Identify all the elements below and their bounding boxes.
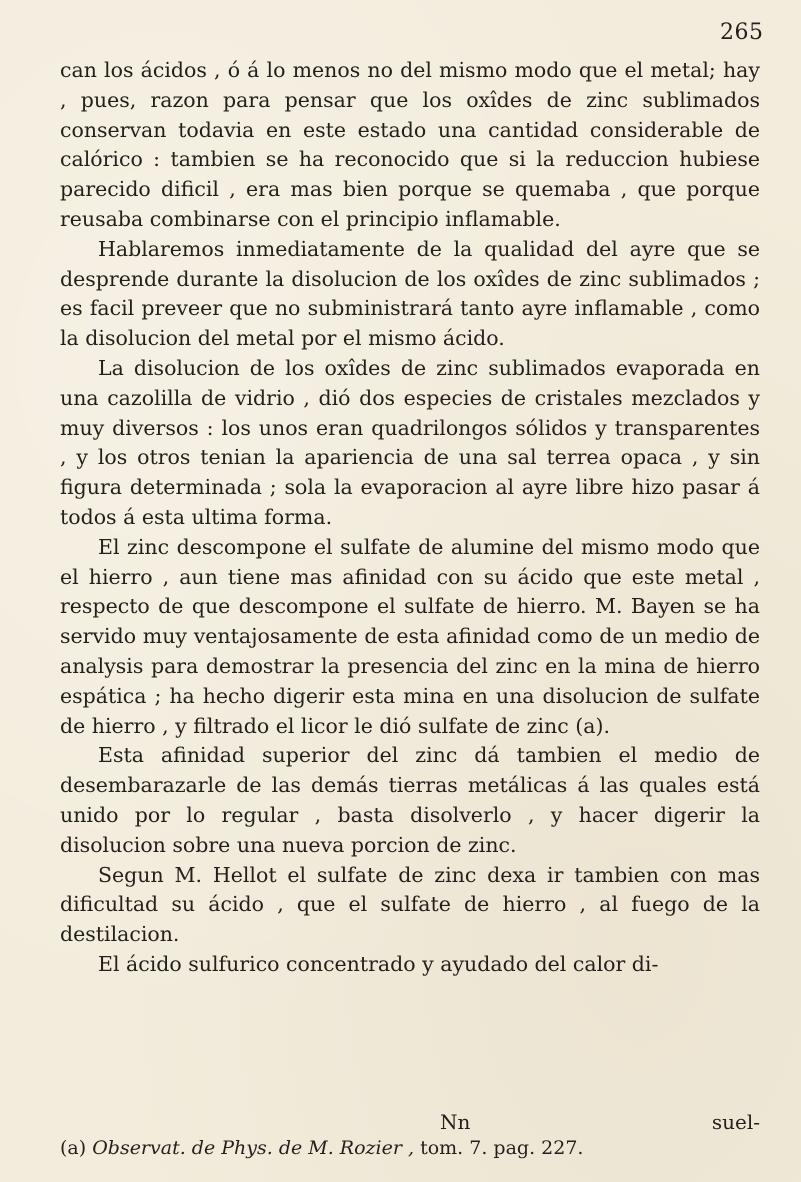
body-text: [60, 56, 760, 980]
paragraph-5: Esta afinidad superior del zinc dá tambien el medio de desembarazarle de las demás tierras metálicas á las quales está unido por lo regular , basta disolverlo , y hacer digerir la disolucion sobre una nueva porcion de zinc.: [60, 743, 760, 857]
footnote: [60, 1136, 760, 1160]
paragraph-6: Segun M. Hellot el sulfate de zinc dexa ir tambien con mas dificultad su ácido , que el sulfate de hierro , al fuego de la destilacion.: [60, 862, 760, 947]
footnote-source: Observat. de Phys. de M. Rozier ,: [92, 1137, 415, 1159]
page-tail: [60, 1110, 760, 1136]
signature-mark: Nn: [440, 1110, 471, 1134]
paragraph-7: El ácido sulfurico concentrado y ayudado del calor di-: [98, 951, 659, 976]
catchword: suel-: [711, 1110, 760, 1134]
footnote-marker: (a): [60, 1137, 87, 1159]
page-number: 265: [720, 20, 764, 45]
paragraph-4: El zinc descompone el sulfate de alumine del mismo modo que el hierro , aun tiene mas afinidad con su ácido que este metal , respecto de que descompone el sulfate de hierro. M. Bayen se ha servido muy ventajosamente de esta afinidad como de un medio de analysis para demostrar la presencia del zinc en la mina de hierro espática ; ha hecho digerir esta mina en una disolucion de sulfate de hierro , y filtrado el licor le dió sulfate de zinc (a).: [60, 534, 760, 738]
paragraph-1: can los ácidos , ó á lo menos no del mismo modo que el metal; hay , pues, razon para pensar que los oxîdes de zinc sublimados conservan todavia en este estado una cantidad considerable de calórico : tambien se ha reconocido que si la reduccion hubiese parecido dificil , era mas bien porque se quemaba , que porque reusaba combinarse con el principio inflamable.: [60, 58, 760, 231]
paragraph-2: Hablaremos inmediatamente de la qualidad del ayre que se desprende durante la disolucion de los oxîdes de zinc sublimados ; es facil preveer que no subministrará tanto ayre inflamable , como la disolucion del metal por el mismo ácido.: [60, 236, 760, 351]
footnote-location: tom. 7. pag. 227.: [420, 1137, 584, 1159]
paragraph-3: La disolucion de los oxîdes de zinc sublimados evaporada en una cazolilla de vidrio , dió dos especies de cristales mezclados y muy diversos : los unos eran quadrilongos sólidos y transparentes , y los otros tenian la apariencia de una sal terrea opaca , y sin figura determinada ; sola la evaporacion al ayre libre hizo pasar á todos á esta ultima forma.: [60, 355, 760, 529]
